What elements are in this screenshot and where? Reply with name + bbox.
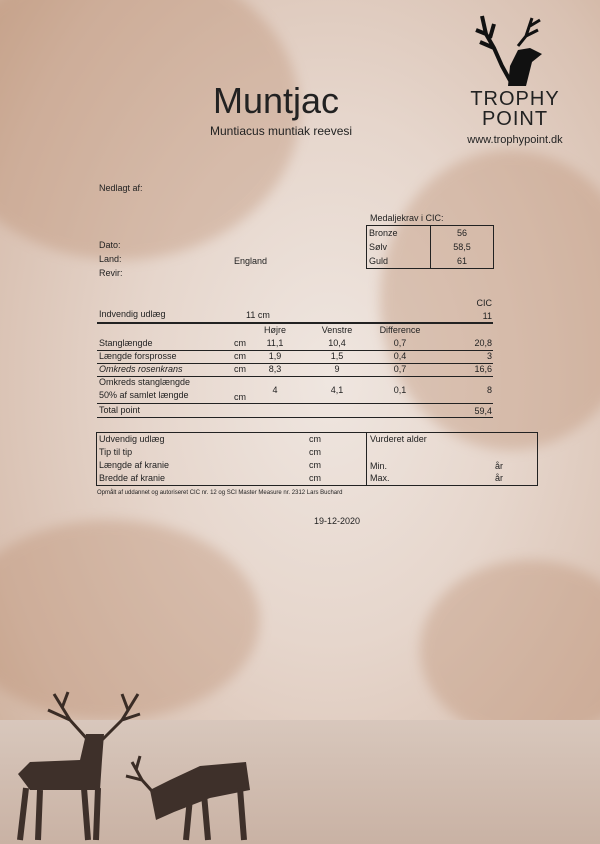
col-header-left: Venstre	[321, 325, 353, 335]
extra-measurements-table	[96, 432, 538, 486]
logo-text-trophy: TROPHY	[470, 88, 560, 110]
medal-value: 56	[456, 228, 467, 238]
page-subtitle: Muntiacus muntiak reevesi	[210, 124, 353, 138]
extra-label: Udvendig udlæg	[99, 434, 165, 444]
extra-label: Tip til tip	[99, 447, 133, 457]
row-label: Omkreds stanglængde	[99, 377, 191, 387]
row-right: 11,1	[266, 338, 284, 348]
medal-value: 61	[456, 256, 467, 266]
date: 19-12-2020	[314, 516, 361, 526]
row-unit: cm	[234, 364, 246, 374]
col-header-difference: Difference	[379, 325, 421, 335]
extra-label: Længde af kranie	[99, 460, 170, 470]
row-cic: 8	[486, 385, 492, 395]
row-unit: cm	[234, 338, 246, 348]
row-right: 1,9	[268, 351, 282, 361]
land-label: Land:	[99, 254, 122, 264]
extra-label: Bredde af kranie	[99, 473, 166, 483]
row-left: 9	[334, 364, 340, 374]
land-value: England	[234, 256, 268, 266]
inner-value: 11 cm	[246, 310, 270, 320]
footnote: Opmålt af uddannet og autoriseret CIC nr. 12 og SCI Master Measure nr. 2312 Lars Buchard	[97, 490, 343, 496]
medal-name: Sølv	[369, 242, 387, 252]
inner-cic: 11	[482, 311, 492, 321]
row-left: 10,4	[328, 338, 346, 348]
row-label: Længde forsprosse	[99, 351, 177, 361]
medal-table	[366, 225, 494, 269]
age-max-label: Max.	[370, 473, 390, 483]
row-cic: 16,6	[474, 364, 492, 374]
inner-label: Indvendig udlæg	[99, 309, 166, 319]
revir-label: Revir:	[99, 268, 123, 278]
row-unit: cm	[234, 351, 246, 361]
row-difference: 0,4	[393, 351, 407, 361]
row-difference: 0,1	[393, 385, 407, 395]
row-label: Omkreds rosenkrans	[99, 364, 183, 374]
row-unit: cm	[234, 392, 246, 402]
col-header-right: Højre	[264, 325, 286, 335]
cic-header: CIC	[476, 298, 492, 308]
age-min-label: Min.	[370, 461, 388, 471]
medal-title: Medaljekrav i CIC:	[370, 213, 444, 223]
row-label: Stanglængde	[99, 338, 153, 348]
stag-logo-icon	[472, 6, 554, 88]
row-cic: 3	[486, 351, 492, 361]
logo-url: www.trophypoint.dk	[467, 134, 563, 146]
extra-unit: cm	[309, 460, 321, 470]
dato-label: Dato:	[99, 240, 121, 250]
row-label-2: 50% af samlet længde	[99, 390, 189, 400]
row-difference: 0,7	[393, 338, 407, 348]
age-title: Vurderet alder	[370, 434, 427, 444]
row-cic: 20,8	[474, 338, 492, 348]
row-difference: 0,7	[393, 364, 407, 374]
medal-value: 58,5	[453, 242, 471, 252]
deer-illustration-icon	[10, 690, 260, 844]
age-min-unit: år	[495, 461, 504, 471]
extra-unit: cm	[309, 434, 321, 444]
page-title: Muntjac	[213, 80, 340, 121]
row-right: 4	[272, 385, 278, 395]
extra-unit: cm	[309, 473, 321, 483]
extra-unit: cm	[309, 447, 321, 457]
nedlagt-label: Nedlagt af:	[99, 183, 143, 193]
logo-text-point: POINT	[481, 108, 549, 130]
total-label: Total point	[99, 405, 141, 415]
row-right: 8,3	[268, 364, 282, 374]
total-value: 59,4	[474, 406, 492, 416]
row-left: 1,5	[330, 351, 344, 361]
medal-name: Guld	[369, 256, 389, 266]
age-max-unit: år	[495, 473, 504, 483]
medal-name: Bronze	[369, 228, 398, 238]
row-left: 4,1	[330, 385, 344, 395]
